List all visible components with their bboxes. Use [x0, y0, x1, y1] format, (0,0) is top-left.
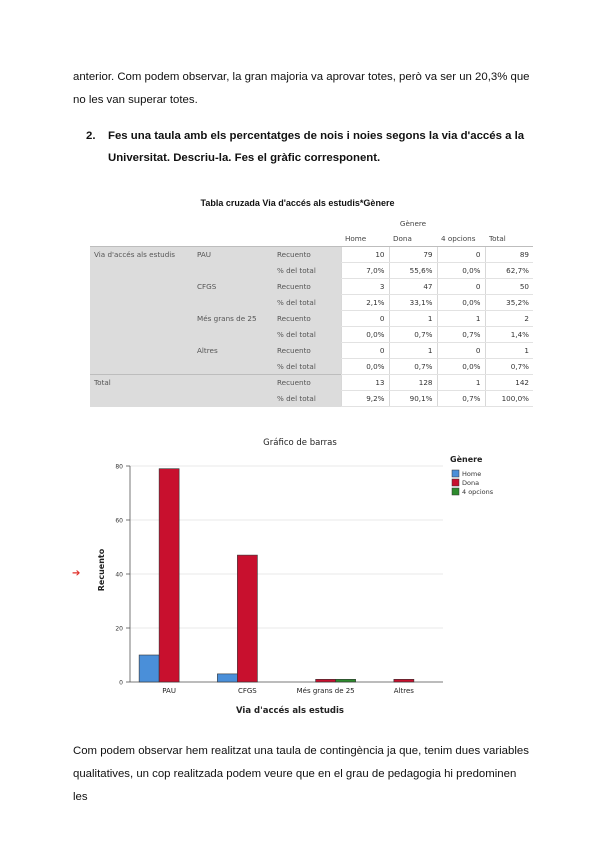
cell: 35,2%: [485, 295, 533, 311]
col-header: Home: [345, 234, 367, 243]
question-2: [86, 125, 536, 169]
cell: 1: [437, 375, 485, 391]
y-tick-label: 40: [115, 571, 123, 579]
paragraph-intro: anterior. Com podem observar, la gran majoria va aprovar totes, però va ser un 20,3% que no les van superar totes.: [73, 71, 530, 106]
cell: 33,1%: [389, 295, 437, 311]
group-header: Gènere: [399, 219, 427, 228]
cell: 0,7%: [389, 327, 437, 343]
cell: 0,7%: [389, 359, 437, 375]
col-header: Dona: [393, 234, 412, 243]
paragraph-conclusion: Com podem observar hem realitzat una taula de contingència ja que, tenim dues variables qualitatives, un cop realitzada podem veure que en el grau de pedagogia hi predominen les: [73, 745, 529, 803]
cell: 0: [341, 343, 389, 359]
cell: 10: [341, 247, 389, 263]
y-tick-label: 60: [115, 517, 123, 525]
cell: 3: [341, 279, 389, 295]
bar-dona: [237, 555, 257, 682]
x-tick-label: Més grans de 25: [296, 687, 355, 695]
legend-label: 4 opcions: [462, 488, 494, 496]
cell: 0: [437, 279, 485, 295]
cell: 55,6%: [389, 263, 437, 279]
cell: 90,1%: [389, 391, 437, 407]
y-tick-label: 20: [115, 625, 123, 633]
y-axis-label: Recuento: [97, 548, 106, 592]
chart-title: Gráfico de barras: [263, 438, 337, 448]
stat-label: Recuento: [273, 311, 341, 327]
cell: 89: [485, 247, 533, 263]
stat-label: Recuento: [273, 247, 341, 263]
total-label: Total: [90, 375, 193, 391]
cell: 0,0%: [341, 327, 389, 343]
legend-label: Dona: [462, 479, 480, 487]
cell: 142: [485, 375, 533, 391]
row-category: PAU: [193, 247, 273, 263]
cell: 1,4%: [485, 327, 533, 343]
stat-label: % del total: [273, 391, 341, 407]
legend-title: Gènere: [450, 455, 483, 464]
cell: 1: [485, 343, 533, 359]
crosstab-title: Tabla cruzada Via d'accés als estudis*Gènere: [200, 198, 395, 208]
bar-4-opcions: [336, 679, 356, 682]
stat-label: % del total: [273, 263, 341, 279]
legend-swatch: [452, 488, 459, 495]
bar-dona: [159, 469, 179, 682]
cell: 0: [341, 311, 389, 327]
cell: 128: [389, 375, 437, 391]
cell: 0: [437, 343, 485, 359]
x-axis-label: Via d'accés als estudis: [236, 706, 344, 716]
cell: 0: [437, 247, 485, 263]
cell: 9,2%: [341, 391, 389, 407]
cell: 2,1%: [341, 295, 389, 311]
stat-label: Recuento: [273, 343, 341, 359]
bar-dona: [316, 679, 336, 682]
bar-dona: [394, 679, 414, 682]
row-variable-label: Via d'accés als estudis: [90, 247, 193, 263]
cell: 1: [389, 311, 437, 327]
cell: 2: [485, 311, 533, 327]
row-category: Altres: [193, 343, 273, 359]
cell: 0,7%: [437, 391, 485, 407]
stat-label: % del total: [273, 327, 341, 343]
bar-home: [139, 655, 159, 682]
cell: 0,7%: [437, 327, 485, 343]
col-header: 4 opcions: [441, 234, 476, 243]
cell: 13: [341, 375, 389, 391]
cell: 1: [437, 311, 485, 327]
legend-swatch: [452, 479, 459, 486]
stat-label: Recuento: [273, 375, 341, 391]
row-category: Més grans de 25: [193, 311, 273, 327]
cell: 62,7%: [485, 263, 533, 279]
y-tick-label: 80: [115, 463, 123, 471]
cell: 7,0%: [341, 263, 389, 279]
cell: 47: [389, 279, 437, 295]
stat-label: % del total: [273, 359, 341, 375]
legend-swatch: [452, 470, 459, 477]
bar-chart: [78, 430, 523, 720]
question-text: Fes una taula amb els percentatges de nois i noies segons la via d'accés a la Universitat. Descriu-la. Fes el gràfic corresponent.: [108, 130, 525, 164]
arrow-icon: ➔: [72, 568, 81, 579]
col-header: Total: [489, 234, 506, 243]
cell: 1: [389, 343, 437, 359]
legend-label: Home: [462, 470, 482, 478]
stat-label: % del total: [273, 295, 341, 311]
x-tick-label: PAU: [162, 687, 176, 695]
question-number: 2.: [86, 130, 96, 142]
y-tick-label: 0: [119, 679, 123, 687]
crosstab-table: [90, 216, 533, 407]
row-category: CFGS: [193, 279, 273, 295]
cell: 79: [389, 247, 437, 263]
bar-chart-svg: [78, 430, 523, 720]
bar-home: [217, 674, 237, 682]
cell: 0,0%: [437, 295, 485, 311]
cell: 100,0%: [485, 391, 533, 407]
cell: 0,7%: [485, 359, 533, 375]
x-tick-label: CFGS: [237, 687, 257, 695]
cell: 0,0%: [437, 263, 485, 279]
cell: 0,0%: [341, 359, 389, 375]
cell: 0,0%: [437, 359, 485, 375]
cell: 50: [485, 279, 533, 295]
stat-label: Recuento: [273, 279, 341, 295]
x-tick-label: Altres: [393, 687, 414, 695]
